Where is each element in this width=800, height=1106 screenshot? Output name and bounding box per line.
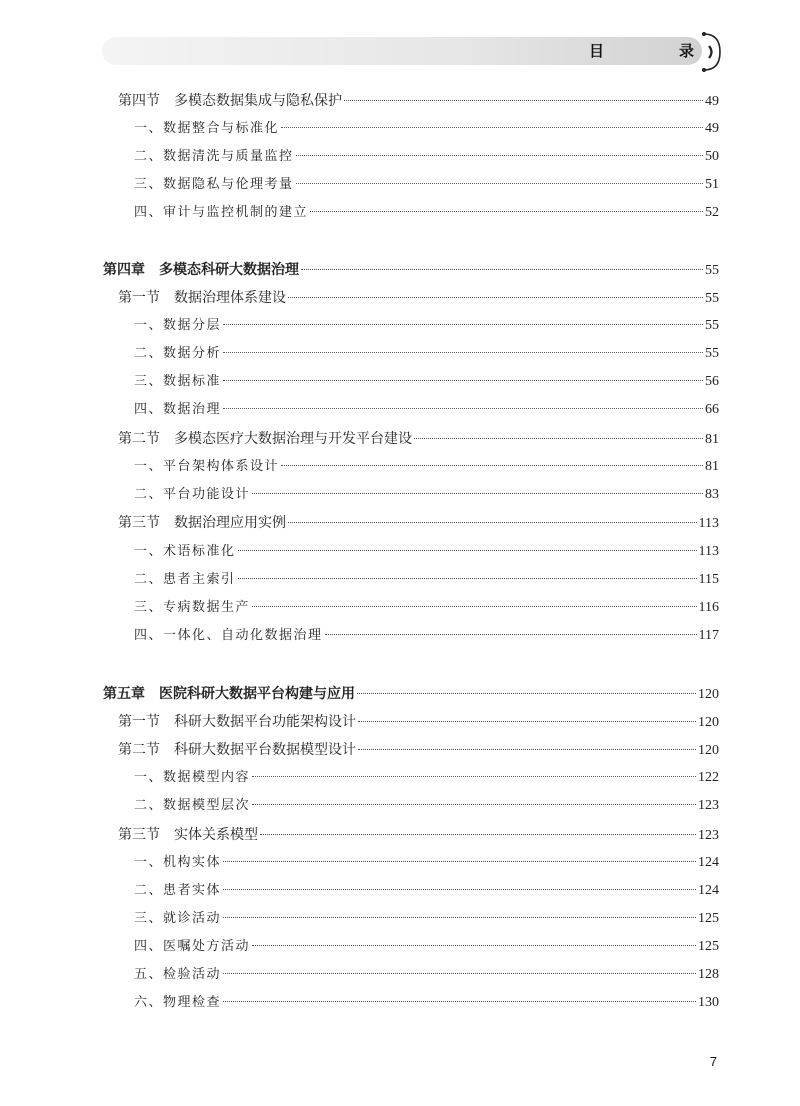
toc-page-number: 120 [698,743,719,758]
toc-page-number: 120 [698,687,719,702]
toc-page-number: 51 [705,177,719,192]
dot-leader [223,889,696,890]
toc-page-number: 130 [698,995,719,1010]
toc-page-number: 55 [705,291,719,306]
toc-page-number: 55 [705,318,719,333]
toc-entry-title: 第三节 数据治理应用实例 [118,515,286,531]
dot-leader [260,834,696,835]
dot-leader [358,749,696,750]
dot-leader [310,211,703,212]
toc-item-row[interactable] [134,204,719,222]
toc-entry-title: 第二节 多模态医疗大数据治理与开发平台建设 [118,431,412,447]
toc-entry-title: 第二节 科研大数据平台数据模型设计 [118,742,356,758]
toc-entry-title: 第四章 多模态科研大数据治理 [103,262,299,278]
toc-page-number: 56 [705,374,719,389]
dot-leader [223,973,696,974]
toc-page-number: 124 [698,883,719,898]
toc-entry-title: 三、就诊活动 [134,911,222,926]
toc-item-row[interactable] [134,994,719,1012]
toc-item-row[interactable] [134,910,719,928]
toc-section-row[interactable] [118,514,719,533]
toc-section-row[interactable] [118,430,719,449]
toc-page-number: 55 [705,346,719,361]
toc-page-number: 50 [705,149,719,164]
toc-entry-title: 二、数据清洗与质量监控 [134,149,294,164]
toc-entry-title: 四、一体化、自动化数据治理 [134,628,323,643]
toc-page-number: 115 [698,572,719,587]
toc-page-number: 66 [705,402,719,417]
dot-leader [252,606,697,607]
toc-page-number: 49 [705,94,719,109]
toc-page-number: 120 [698,715,719,730]
toc-entry-title: 一、术语标准化 [134,544,236,559]
toc-page-number: 125 [698,911,719,926]
toc-page-number: 81 [705,432,719,447]
toc-entry-title: 四、数据治理 [134,402,222,417]
toc-entry-title: 第一节 数据治理体系建设 [118,290,286,306]
toc-entry-title: 一、数据模型内容 [134,770,251,785]
dot-leader [223,861,696,862]
page-title: 目 录 [588,42,724,60]
toc-entry-title: 一、平台架构体系设计 [134,459,280,474]
dot-leader [301,269,703,270]
toc-entry-title: 二、数据模型层次 [134,798,251,813]
toc-entry-title: 六、物理检查 [134,995,222,1010]
toc-item-row[interactable] [134,401,719,419]
toc-item-row[interactable] [134,882,719,900]
toc-entry-title: 三、数据标准 [134,374,222,389]
dot-leader [223,917,696,918]
dot-leader [288,522,697,523]
dot-leader [281,465,703,466]
toc-item-row[interactable] [134,543,719,561]
dot-leader [296,183,703,184]
dot-leader [281,127,703,128]
toc-entry-title: 四、医嘱处方活动 [134,939,251,954]
dot-leader [252,493,703,494]
toc-page-number: 83 [705,487,719,502]
toc-entry-title: 第五章 医院科研大数据平台构建与应用 [103,686,355,702]
toc-entry-title: 一、数据整合与标准化 [134,121,280,136]
dot-leader [223,324,703,325]
toc-entry-title: 第四节 多模态数据集成与隐私保护 [118,93,342,109]
toc-section-row[interactable] [118,741,719,760]
dot-leader [223,408,703,409]
toc-page-number: 113 [698,516,719,531]
toc-page-number: 128 [698,967,719,982]
toc-section-row[interactable] [118,289,719,308]
toc-entry-title: 三、专病数据生产 [134,600,251,615]
dot-leader [296,155,703,156]
toc-item-row[interactable] [134,486,719,504]
toc-entry-title: 一、机构实体 [134,855,222,870]
toc-page-number: 124 [698,855,719,870]
toc-page-number: 125 [698,939,719,954]
toc-item-row[interactable] [134,345,719,363]
toc-entry-title: 第一节 科研大数据平台功能架构设计 [118,714,356,730]
dot-leader [325,634,697,635]
toc-entry-title: 三、数据隐私与伦理考量 [134,177,294,192]
toc-page-number: 49 [705,121,719,136]
toc-entry-title: 一、数据分层 [134,318,222,333]
toc-page-number: 55 [705,263,719,278]
toc-item-row[interactable] [134,571,719,589]
toc-item-row[interactable] [134,373,719,391]
toc-section-row[interactable] [118,92,719,111]
toc-entry-title: 二、患者主索引 [134,572,236,587]
dot-leader [252,804,696,805]
toc-page-number: 123 [698,828,719,843]
dot-leader [288,297,703,298]
bracket-ornament-icon [700,30,724,74]
toc-page-number: 117 [698,628,719,643]
toc-page-number: 123 [698,798,719,813]
toc-item-row[interactable] [134,148,719,166]
toc-item-row[interactable] [134,120,719,138]
toc-item-row[interactable] [134,317,719,335]
toc-page-number: 116 [698,600,719,615]
toc-section-row[interactable] [118,713,719,732]
toc-entry-title: 二、患者实体 [134,883,222,898]
toc-page-number: 52 [705,205,719,220]
toc-entry-title: 第三节 实体关系模型 [118,827,258,843]
toc-entry-title: 二、平台功能设计 [134,487,251,502]
toc-section-row[interactable] [118,826,719,845]
toc-item-row[interactable] [134,938,719,956]
dot-leader [238,578,697,579]
dot-leader [252,945,696,946]
toc-page-number: 81 [705,459,719,474]
toc-item-row[interactable] [134,769,719,787]
dot-leader [223,352,703,353]
toc-page-number: 113 [698,544,719,559]
page-number: 7 [709,1054,717,1069]
toc-chapter-row[interactable] [103,261,719,280]
toc-entry-title: 二、数据分析 [134,346,222,361]
dot-leader [238,550,697,551]
dot-leader [344,100,703,101]
toc-item-row[interactable] [134,797,719,815]
toc-item-row[interactable] [134,599,719,617]
toc-item-row[interactable] [134,176,719,194]
dot-leader [414,438,703,439]
dot-leader [223,380,703,381]
toc-entry-title: 五、检验活动 [134,967,222,982]
toc-item-row[interactable] [134,458,719,476]
toc-item-row[interactable] [134,966,719,984]
toc-item-row[interactable] [134,854,719,872]
dot-leader [223,1001,696,1002]
toc-item-row[interactable] [134,627,719,645]
dot-leader [252,776,696,777]
toc-page-number: 122 [698,770,719,785]
dot-leader [357,693,696,694]
toc-entry-title: 四、审计与监控机制的建立 [134,205,309,220]
toc-chapter-row[interactable] [103,685,719,704]
dot-leader [358,721,696,722]
